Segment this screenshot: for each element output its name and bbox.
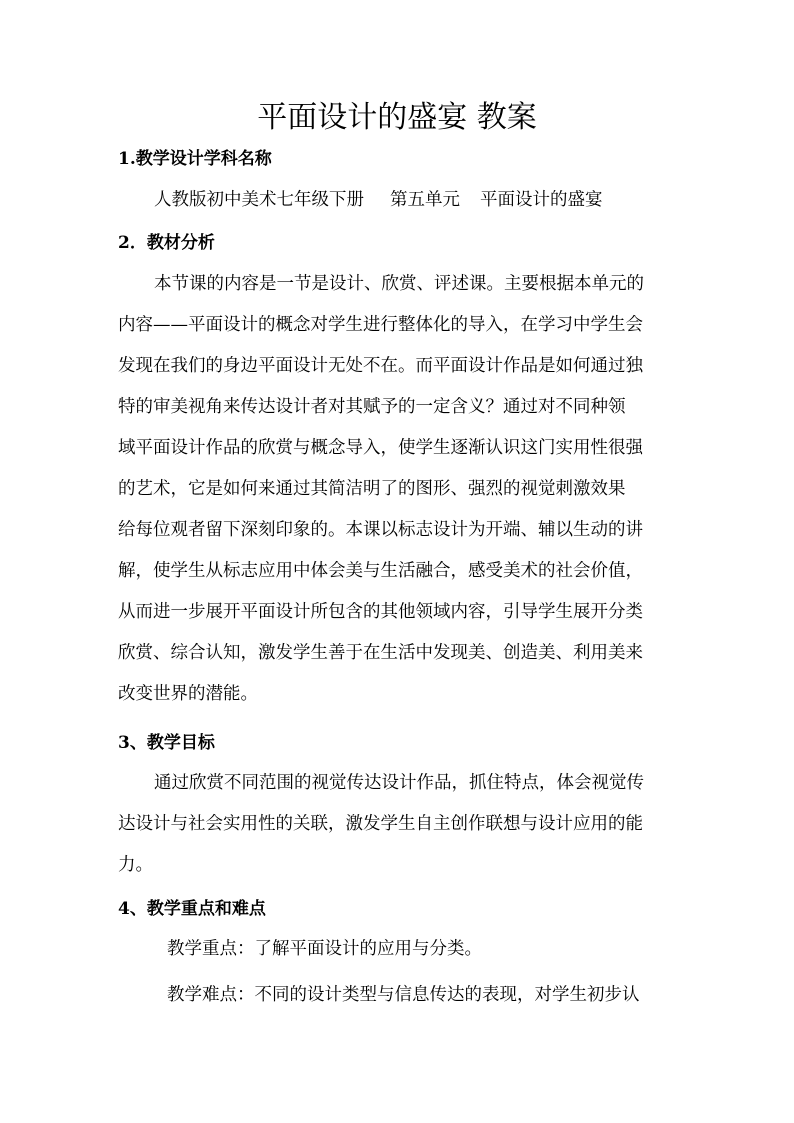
paragraph-line: 特的审美视角来传达设计者对其赋予的一定含义？通过对不同种领 — [118, 397, 626, 417]
paragraph-line: 的艺术，它是如何来通过其简洁明了的图形、强烈的视觉刺激效果 — [118, 479, 626, 499]
paragraph-line: 本节课的内容是一节是设计、欣赏、评述课。主要根据本单元的 — [154, 274, 644, 294]
subject-textbook: 人教版初中美术七年级下册 — [154, 190, 364, 210]
section-heading-goals: 3、教学目标 — [118, 733, 215, 753]
paragraph-line: 改变世界的潜能。 — [118, 684, 258, 704]
paragraph-line: 欣赏、综合认知，激发学生善于在生活中发现美、创造美、利用美来 — [118, 643, 643, 663]
paragraph-line: 达设计与社会实用性的关联，激发学生自主创作联想与设计应用的能 — [118, 814, 643, 834]
paragraph-line: 域平面设计作品的欣赏与概念导入，使学生逐渐认识这门实用性很强 — [118, 438, 643, 458]
paragraph-line: 解，使学生从标志应用中体会美与生活融合，感受美术的社会价值， — [118, 561, 643, 581]
section-heading-subject: 1.教学设计学科名称 — [118, 149, 272, 169]
paragraph-line: 给每位观者留下深刻印象的。本课以标志设计为开端、辅以生动的讲 — [118, 520, 643, 540]
paragraph-line: 从而进一步展开平面设计所包含的其他领域内容，引导学生展开分类 — [118, 602, 643, 622]
paragraph-line: 发现在我们的身边平面设计无处不在。而平面设计作品是如何通过独 — [118, 356, 643, 376]
difficulty-line: 教学难点：不同的设计类型与信息传达的表现，对学生初步认 — [167, 985, 640, 1005]
subject-unit: 第五单元 — [390, 190, 460, 210]
document-title: 平面设计的盛宴 教案 — [257, 100, 537, 135]
paragraph-line: 力。 — [118, 855, 153, 875]
subject-line — [154, 188, 603, 212]
section-heading-analysis: 2．教材分析 — [118, 233, 215, 253]
key-point-line: 教学重点：了解平面设计的应用与分类。 — [167, 939, 482, 959]
paragraph-line: 通过欣赏不同范围的视觉传达设计作品，抓住特点，体会视觉传 — [154, 773, 644, 793]
paragraph-line: 内容——平面设计的概念对学生进行整体化的导入，在学习中学生会 — [118, 315, 643, 335]
subject-lesson: 平面设计的盛宴 — [480, 190, 603, 210]
section-heading-key-points: 4、教学重点和难点 — [118, 899, 266, 919]
